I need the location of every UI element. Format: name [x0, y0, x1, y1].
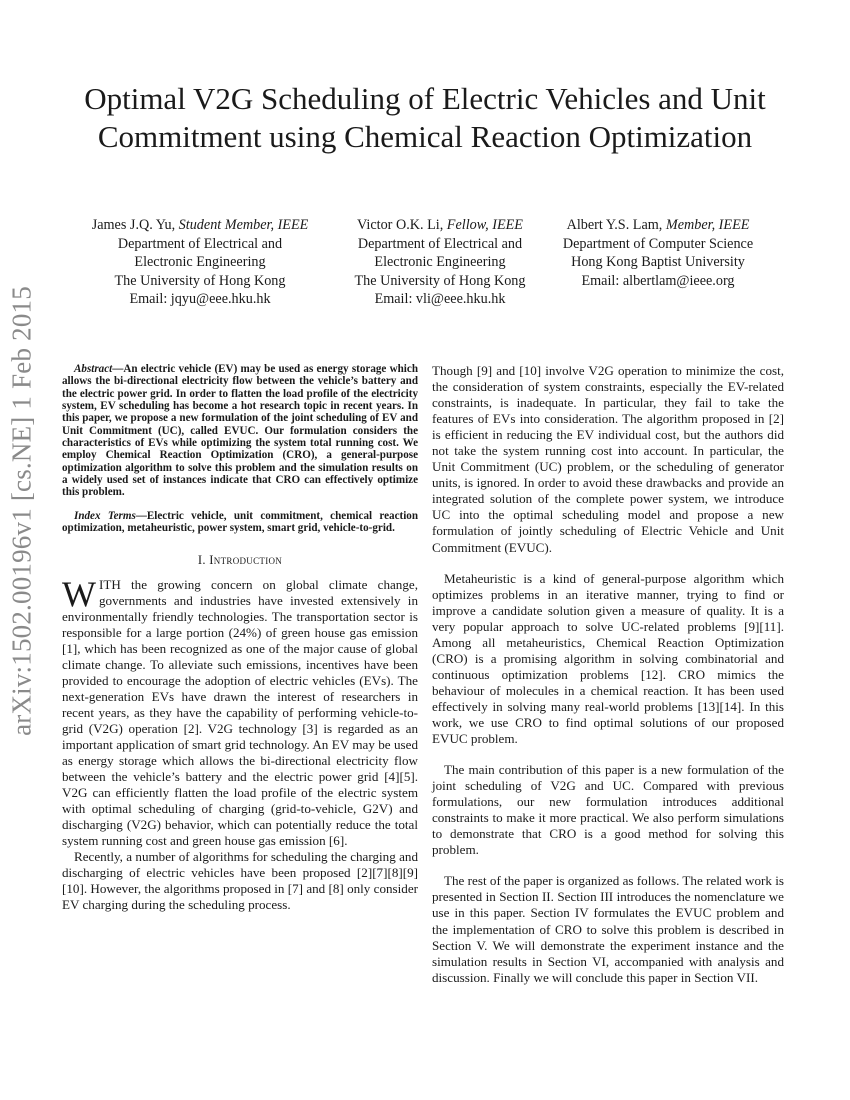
index-terms-label: Index Terms	[74, 509, 136, 522]
author-email: Email: vli@eee.hku.hk	[374, 291, 506, 308]
body-paragraph: The rest of the paper is organized as follows. The related work is presented in Section II. Section III introduces the nomenclature we use in this paper. Section IV formulates the EVUC problem and the implementation of CRO to solve this problem is described in Section V. We will demonstrate the experiment instance and the simulation results in Section VI, accompanied with analysis and discussion. Finally we will conclude this paper in Section VII.	[432, 873, 784, 985]
body-paragraph: Though [9] and [10] involve V2G operation to minimize the cost, the consideration of system constraints, especially the EV-related constraints, is inadequate. In particular, they fail to take the features of EVs into consideration. The algorithm proposed in [2] is efficient in reducing the EV individual cost, but the authors did not take the system running cost into account. In particular, the Unit Commitment (UC) problem, or the scheduling of generator units, is ignored. In order to avoid these drawbacks and provide an integrated solution of the complete power system, we introduce UC into the optimal scheduling model and propose a new formulation of jointly scheduling of Electric Vehicle and Unit Commitment (EVUC).	[432, 363, 784, 555]
author-affiliation: Hong Kong Baptist University	[571, 254, 745, 271]
right-column	[432, 363, 784, 986]
author-name: Victor O.K. Li,	[357, 217, 444, 233]
intro-text: the growing concern on global climate change, governments and industries have invested extensively in environmentally friendly technologies. The transportation sector is responsible for a large portion (24%) of green house gas emission [1], which has been recognized as one of the major cause of global climate change. To alleviate such emissions, incentives have been provided to encourage the adoption of electric vehicles (EVs). The next-generation EVs have drawn the interest of researchers in recent years, as they have the capability of performing vehicle-to-grid (V2G) operation [2]. V2G technology [3] is regarded as an important application of smart grid technology. An EV may be used as energy storage which allows the bi-directional electricity flow between the vehicle’s battery and the electric power grid [4][5]. V2G can efficiently flatten the load profile of the electric system with optimal scheduling of charging (grid-to-vehicle, G2V) and discharging (V2G) behavior, which can potentially reduce the total system running cost and green house gas emission [6].	[62, 576, 418, 849]
author-affiliation: Electronic Engineering	[374, 254, 506, 271]
arxiv-sidebar	[2, 271, 42, 751]
index-terms-text: —Electric vehicle, unit commitment, chemical reaction optimization, metaheuristic, power system, smart grid, vehicle-to-grid.	[62, 509, 418, 535]
author-email: Email: albertlam@ieee.org	[581, 272, 735, 289]
abstract-label: Abstract	[74, 363, 113, 375]
author-affiliation: The University of Hong Kong	[114, 272, 286, 289]
arxiv-identifier: arXiv:1502.00196v1 [cs.NE] 1 Feb 2015	[6, 286, 37, 736]
abstract-text: —An electric vehicle (EV) may be used as energy storage which allows the bi-directional electricity flow between the vehicle’s battery and the electric power grid. In order to flatten the load profile of the electricity system, EV scheduling has become a hot research topic in recent years. In this paper, we propose a new formulation of the joint scheduling of EV and Unit Commitment (UC), called EVUC. Our formulation considers the characteristics of EVs while optimizing the system total running cost. We employ Chemical Reaction Optimization (CRO), a general-purpose optimization algorithm to solve this problem and the simulation results on a widely used set of instances indicate that CRO can effectively optimize this problem.	[62, 363, 418, 499]
section-heading-introduction: I. Introduction	[197, 553, 283, 568]
left-column	[62, 363, 418, 914]
author-name-line	[548, 216, 768, 235]
author-affiliation: The University of Hong Kong	[354, 272, 526, 289]
author-role: Member, IEEE	[665, 217, 750, 233]
author-1	[70, 216, 330, 309]
body-paragraph: Metaheuristic is a kind of general-purpose algorithm which optimizes problems in an iterative manner, trying to find or improve a candidate solution given a measure of quality. It is a very popular approach to solve UC-related problems [9][11]. Among all metaheuristics, Chemical Reaction Optimization (CRO) is a promising algorithm in solving combinatorial and continuous optimization problems [12]. CRO mimics the behaviour of molecules in a chemical reaction. It has been used effectively in solving many real-world problems [13][14]. In this work, we use CRO to find optimal solutions of our proposed EVUC problem.	[432, 570, 784, 747]
author-affiliation: Department of Electrical and	[357, 235, 523, 252]
intro-paragraph-2: Recently, a number of algorithms for scheduling the charging and discharging of electric vehicles have been proposed [2][7][8][9][10]. However, the algorithms proposed in [7] and [8] only consider EV charging during the scheduling process.	[62, 849, 418, 913]
paper-title: Optimal V2G Scheduling of Electric Vehicles and Unit Commitment using Chemical Reaction Optimization	[84, 81, 766, 154]
author-2	[335, 216, 545, 309]
abstract	[62, 363, 418, 499]
author-role: Fellow, IEEE	[446, 217, 523, 233]
author-role: Student Member, IEEE	[178, 217, 309, 233]
body-paragraph: The main contribution of this paper is a new formulation of the joint scheduling of V2G and UC. Compared with previous formulations, our new formulation introduces additional constraints to make it more practical. We also perform simulations to demonstrate that CRO is a good method for solving this problem.	[432, 762, 784, 858]
drop-cap: W	[62, 573, 96, 614]
intro-lead-caps: ITH	[98, 576, 121, 592]
author-affiliation: Electronic Engineering	[134, 254, 266, 271]
author-name-line	[335, 216, 545, 235]
index-terms	[62, 510, 418, 535]
author-name: James J.Q. Yu,	[91, 217, 176, 233]
author-email: Email: jqyu@eee.hku.hk	[129, 291, 271, 308]
author-affiliation: Department of Computer Science	[562, 235, 754, 252]
intro-paragraph-1	[62, 573, 418, 850]
author-affiliation: Department of Electrical and	[117, 235, 283, 252]
author-3	[548, 216, 768, 290]
author-name-line	[70, 216, 330, 235]
author-name: Albert Y.S. Lam,	[566, 217, 663, 233]
